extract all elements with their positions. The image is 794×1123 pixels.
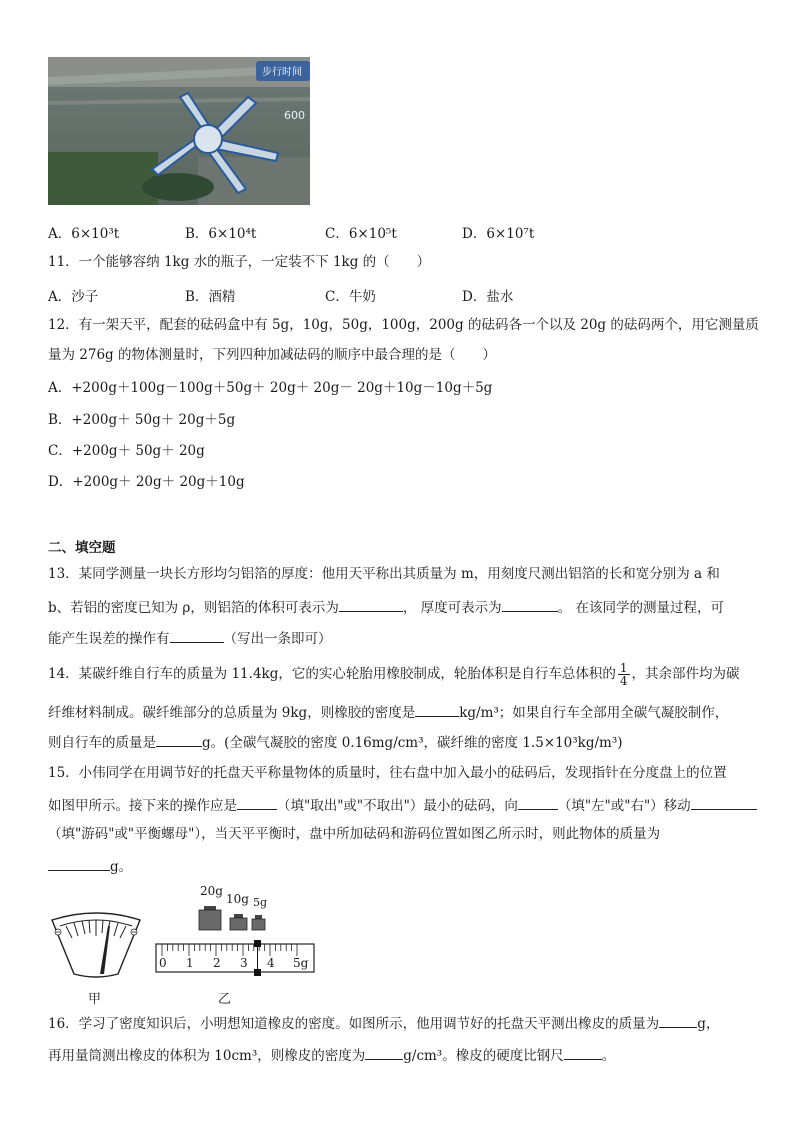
q12-stem-line2: 量为 276g 的物体测量时，下列四种加减砝码的顺序中最合理的是（ ） — [48, 347, 496, 363]
q15-blank-remove[interactable] — [237, 795, 277, 810]
q15-line1: 15．小伟同学在用调节好的托盘天平称量物体的质量时，往右盘中加入最小的砝码后，发现指针在分度盘上的位置 — [48, 765, 727, 781]
weight-10g-knob — [234, 914, 243, 918]
q15-line2: 如图甲所示。接下来的操作应是 （填"取出"或"不取出"）最小的砝码，向 （填"左"或"右"）移动 — [48, 795, 757, 815]
q16-blank-density[interactable] — [365, 1045, 403, 1060]
q15-line3: （填"游码"或"平衡螺母"），当天平平衡时，盘中所加砝码和游码位置如图乙所示时，则此物体的质量为 — [48, 826, 661, 842]
figure-caption-jia: 甲 — [88, 992, 102, 1007]
figure-caption-yi: 乙 — [218, 992, 232, 1007]
q10-option-d[interactable]: D．6×10⁷t — [462, 226, 535, 242]
weight-20g-knob — [204, 906, 216, 910]
photo-number: 600 — [284, 109, 305, 122]
q12-option-b[interactable]: B．+200g＋ 50g＋ 20g＋5g — [48, 412, 236, 428]
q15-line4: g。 — [48, 856, 132, 876]
q16-blank-mass[interactable] — [659, 1013, 697, 1028]
weight-label-20g: 20g — [200, 884, 223, 898]
photo-overlay-label: 步行时间 — [262, 67, 302, 78]
scale-label-3: 3 — [240, 956, 248, 970]
q14-blank-bike-mass[interactable] — [156, 732, 202, 747]
scale-label-5g: 5g — [293, 956, 309, 970]
q15-blank-adjust[interactable] — [691, 795, 757, 810]
q14-line3: 则自行车的质量是 g。(全碳气凝胶的密度 0.16mg/cm³，碳纤维的密度 1.5×10³kg/m³) — [48, 732, 623, 752]
q11-option-d[interactable]: D．盐水 — [462, 289, 514, 305]
q12-option-c[interactable]: C．+200g＋ 50g＋ 20g — [48, 443, 205, 459]
q12-option-a[interactable]: A．+200g＋100g－100g＋50g＋ 20g＋ 20g－ 20g＋10g－10g＋5g — [48, 380, 493, 396]
q13-blank-error[interactable] — [170, 628, 224, 643]
q14-line2: 纤维材料制成。碳纤维部分的总质量为 9kg，则橡胶的密度是 kg/m³；如果自行车全部用全碳气凝胶制作， — [48, 702, 728, 722]
q16-line2: 再用量筒测出橡皮的体积为 10cm³，则橡皮的密度为 g/cm³。橡皮的硬度比钢尺 。 — [48, 1045, 615, 1065]
scale-label-2: 2 — [213, 956, 221, 970]
q14-fraction: $\frac{1}{4}$ — [619, 661, 628, 688]
q13-line2: b、若铝的密度已知为 ρ，则铝箔的体积可表示为 ， 厚度可表示为 。 在该同学的测量过程，可 — [48, 597, 724, 617]
q15-blank-direction[interactable] — [518, 795, 558, 810]
rider-bottom — [254, 969, 261, 976]
q14-blank-rubber-density[interactable] — [415, 702, 459, 717]
q11-option-b[interactable]: B．酒精 — [185, 289, 236, 305]
q16-line1: 16．学习了密度知识后，小明想知道橡皮的密度。如图所示，他用调节好的托盘天平测出橡皮的质量为 g， — [48, 1013, 719, 1033]
q11-option-c[interactable]: C．牛奶 — [325, 289, 376, 305]
weight-10g — [230, 918, 247, 930]
q10-option-c[interactable]: C．6×10⁵t — [325, 226, 397, 242]
q16-blank-hardness[interactable] — [564, 1045, 602, 1060]
rider-top — [254, 940, 261, 947]
q12-option-d[interactable]: D．+200g＋ 20g＋ 20g＋10g — [48, 474, 245, 490]
section-heading-fill-in: 二、填空题 — [48, 540, 116, 556]
q10-option-b[interactable]: B．6×10⁴t — [185, 226, 257, 242]
figure-yi — [154, 884, 316, 979]
weight-20g — [199, 910, 221, 930]
scale-label-1: 1 — [186, 956, 194, 970]
q11-stem: 11．一个能够容纳 1kg 水的瓶子，一定装不下 1kg 的（ ） — [48, 254, 431, 270]
q10-option-a[interactable]: A．6×10³t — [48, 226, 120, 242]
q15-blank-mass[interactable] — [48, 856, 110, 871]
weight-label-10g: 10g — [226, 892, 249, 906]
scale-label-4: 4 — [267, 956, 275, 970]
weight-5g-knob — [255, 915, 262, 919]
scale-label-0: 0 — [159, 956, 167, 970]
airport-aerial-photo — [48, 57, 310, 205]
q13-line1: 13．某同学测量一块长方形均匀铝箔的厚度：他用天平称出其质量为 m，用刻度尺测出铝箔的长和宽分别为 a 和 — [48, 566, 720, 582]
q13-line3: 能产生误差的操作有 （写出一条即可） — [48, 628, 332, 648]
weight-5g — [252, 919, 265, 930]
q14-line1: 14．某碳纤维自行车的质量为 11.4kg，它的实心轮胎用橡胶制成，轮胎体积是自行车总体积的 $\frac{1}{4}$ ，其余部件均为碳 — [48, 661, 740, 688]
rider-scale-bar — [156, 944, 314, 972]
figure-jia-dial — [48, 912, 144, 984]
q13-blank-volume[interactable] — [339, 597, 403, 612]
q12-stem-line1: 12．有一架天平，配套的砝码盒中有 5g，10g，50g，100g，200g 的砝码各一个以及 20g 的砝码两个，用它测量质 — [48, 317, 759, 333]
weight-label-5g: 5g — [253, 896, 268, 909]
q11-option-a[interactable]: A．沙子 — [48, 289, 99, 305]
q13-blank-thickness[interactable] — [502, 597, 558, 612]
